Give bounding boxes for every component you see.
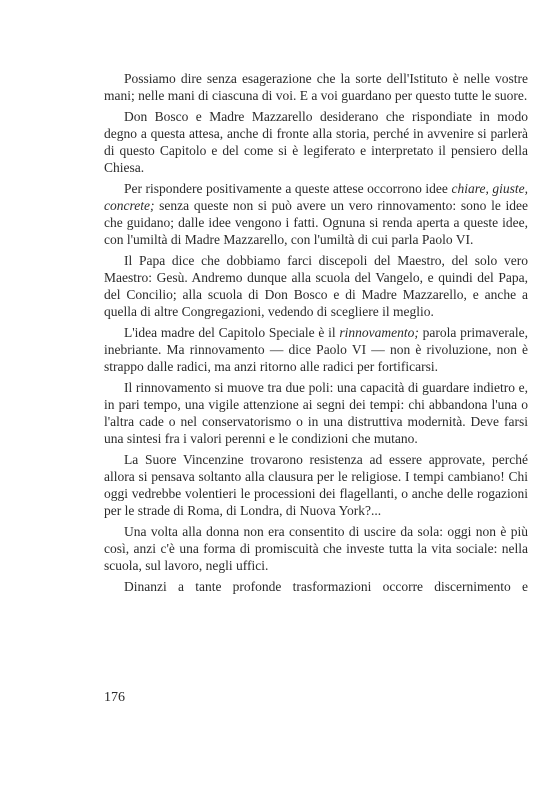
page-number: 176	[104, 690, 125, 705]
text-run: La Suore Vincenzine trovarono resistenza ad essere approvate, perché allora si pensava soltanto alla clausura per le religiose. I tempi cambiano! Chi oggi vedrebbe volentieri le processioni dei flagellanti, o anche delle rogazioni per le strade di Roma, di Londra, di Nuova York?...	[104, 452, 528, 518]
paragraph	[104, 252, 528, 320]
paragraph	[104, 523, 528, 574]
text-run: Una volta alla donna non era consentito di uscire da sola: oggi non è più così, anzi c'è una forma di promiscuità che investe tutta la vita sociale: nella scuola, sul lavoro, negli uffici.	[104, 524, 528, 573]
text-run: parola primaverale, inebriante. Ma rinnovamento — dice Paolo VI — non è rivoluzione, non è strappo dalle radici, ma anzi ritorno alle radici per fortificarsi.	[104, 325, 528, 374]
text-run: Dinanzi a tante profonde trasformazioni occorre discernimento e	[124, 579, 528, 594]
paragraph	[104, 451, 528, 519]
paragraph	[104, 324, 528, 375]
paragraph	[104, 70, 528, 104]
text-run: senza queste non si può avere un vero rinnovamento: sono le idee che guidano; dalle idee vengono i fatti. Ognuna si renda aperta a queste idee, con l'umiltà di Madre Mazzarello, con l'umiltà di cui parla Paolo VI.	[104, 198, 528, 247]
paragraph	[104, 379, 528, 447]
italic-phrase: chiare, giuste, concrete;	[104, 181, 528, 213]
text-run: Il Papa dice che dobbiamo farci discepoli del Maestro, del solo vero Maestro: Gesù. Andremo dunque alla scuola del Vangelo, e quindi del Papa, del Concilio; alla scuola di Don Bosco e di Madre Mazzarello, e anche a quella di altre Congregazioni, vedendo di scegliere il meglio.	[104, 253, 528, 319]
body-text	[104, 70, 528, 599]
paragraph	[104, 578, 528, 595]
text-run: Per rispondere positivamente a queste attese occorrono idee	[124, 181, 452, 196]
text-run: L'idea madre del Capitolo Speciale è il	[124, 325, 340, 340]
paragraph	[104, 108, 528, 176]
text-run: Possiamo dire senza esagerazione che la sorte dell'Istituto è nelle vostre mani; nelle mani di ciascuna di voi. E a voi guardano per questo tutte le suore.	[104, 71, 528, 103]
italic-phrase: rinnovamento;	[339, 325, 419, 340]
paragraph	[104, 180, 528, 248]
text-run: Don Bosco e Madre Mazzarello desiderano che rispondiate in modo degno a questa attesa, anche di fronte alla storia, perché in avvenire si parlerà di questo Capitolo e del come si è legiferato e interpretato il pensiero della Chiesa.	[104, 109, 528, 175]
text-run: Il rinnovamento si muove tra due poli: una capacità di guardare indietro e, in pari tempo, una vigile attenzione ai segni dei tempi: chi abbandona l'una o l'altra cade o nel conservatorismo o in una distruttiva modernità. Deve farsi una sintesi fra i valori perenni e le condizioni che mutano.	[104, 380, 528, 446]
